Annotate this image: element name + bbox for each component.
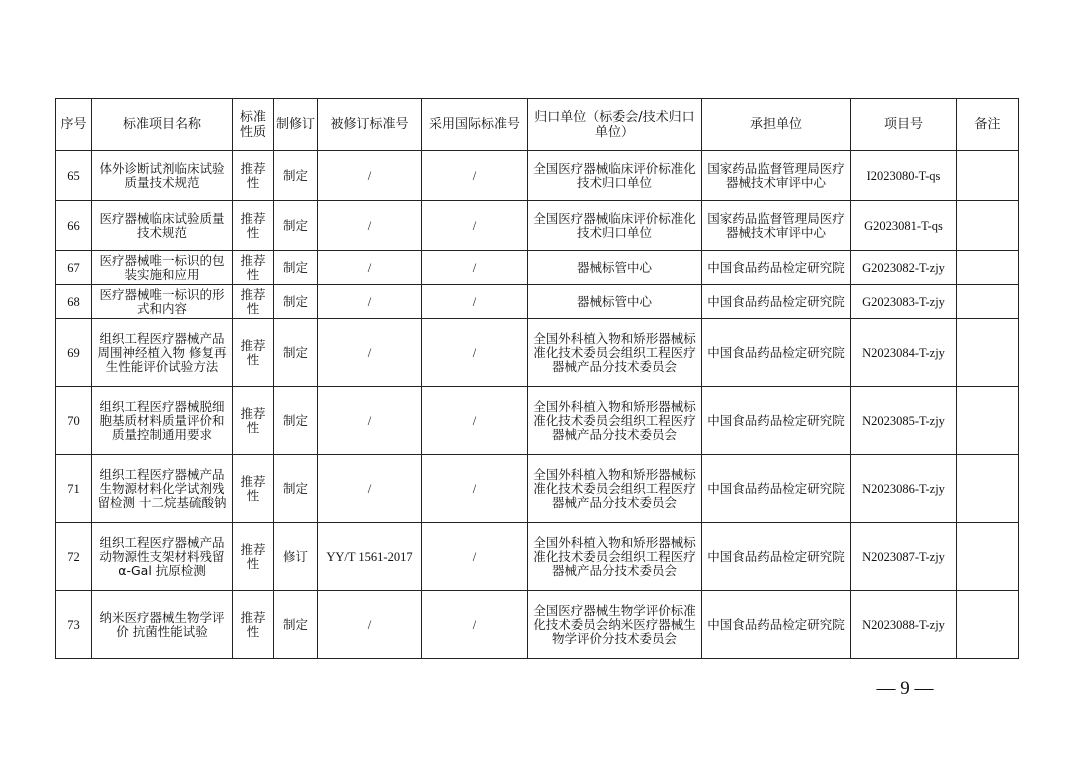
remarks-cell [957, 591, 1019, 659]
standard-name-cell: 组织工程医疗器械产品 动物源性支架材料残留 α-Gal 抗原检测 [92, 523, 233, 591]
table-row [56, 201, 1019, 251]
standard-nature-cell: 推荐性 [233, 591, 274, 659]
revision-type-cell: 制定 [274, 285, 318, 319]
standard-name-cell: 医疗器械唯一标识的形式和内容 [92, 285, 233, 319]
serial-number-cell: 66 [56, 201, 92, 251]
header-cell: 归口单位（标委会/技术归口单位） [528, 99, 702, 151]
standard-name-cell: 医疗器械唯一标识的包装实施和应用 [92, 251, 233, 285]
international-standard-cell: / [422, 455, 528, 523]
project-code-cell: I2023080-T-qs [851, 151, 957, 201]
serial-number-cell: 68 [56, 285, 92, 319]
table-row [56, 455, 1019, 523]
remarks-cell [957, 387, 1019, 455]
international-standard-cell: / [422, 523, 528, 591]
standard-name-cell: 纳米医疗器械生物学评价 抗菌性能试验 [92, 591, 233, 659]
standard-nature-cell: 推荐性 [233, 285, 274, 319]
project-code-cell: N2023086-T-zjy [851, 455, 957, 523]
table-row [56, 251, 1019, 285]
responsible-unit-cell: 全国医疗器械临床评价标准化技术归口单位 [528, 201, 702, 251]
standard-nature-cell: 推荐性 [233, 151, 274, 201]
revision-type-cell: 制定 [274, 455, 318, 523]
international-standard-cell: / [422, 387, 528, 455]
serial-number-cell: 73 [56, 591, 92, 659]
undertaking-unit-cell: 国家药品监督管理局医疗器械技术审评中心 [702, 151, 851, 201]
header-cell: 被修订标准号 [318, 99, 422, 151]
standard-nature-cell: 推荐性 [233, 523, 274, 591]
revised-standard-cell: / [318, 151, 422, 201]
responsible-unit-cell: 全国外科植入物和矫形器械标准化技术委员会组织工程医疗器械产品分技术委员会 [528, 523, 702, 591]
header-cell: 采用国际标准号 [422, 99, 528, 151]
revised-standard-cell: YY/T 1561-2017 [318, 523, 422, 591]
serial-number-cell: 69 [56, 319, 92, 387]
table-row [56, 319, 1019, 387]
serial-number-cell: 70 [56, 387, 92, 455]
standard-nature-cell: 推荐性 [233, 251, 274, 285]
standard-nature-cell: 推荐性 [233, 455, 274, 523]
header-cell: 标准性质 [233, 99, 274, 151]
table-row [56, 285, 1019, 319]
international-standard-cell: / [422, 251, 528, 285]
project-code-cell: N2023087-T-zjy [851, 523, 957, 591]
standard-nature-cell: 推荐性 [233, 319, 274, 387]
table-row [56, 387, 1019, 455]
revised-standard-cell: / [318, 591, 422, 659]
undertaking-unit-cell: 中国食品药品检定研究院 [702, 455, 851, 523]
project-code-cell: G2023081-T-qs [851, 201, 957, 251]
responsible-unit-cell: 全国医疗器械生物学评价标准化技术委员会纳米医疗器械生物学评价分技术委员会 [528, 591, 702, 659]
revision-type-cell: 制定 [274, 151, 318, 201]
header-cell: 制修订 [274, 99, 318, 151]
header-cell: 项目号 [851, 99, 957, 151]
revised-standard-cell: / [318, 455, 422, 523]
remarks-cell [957, 151, 1019, 201]
standard-name-cell: 组织工程医疗器械产品 周围神经植入物 修复再生性能评价试验方法 [92, 319, 233, 387]
header-cell: 标准项目名称 [92, 99, 233, 151]
revised-standard-cell: / [318, 251, 422, 285]
remarks-cell [957, 251, 1019, 285]
undertaking-unit-cell: 中国食品药品检定研究院 [702, 523, 851, 591]
international-standard-cell: / [422, 151, 528, 201]
international-standard-cell: / [422, 285, 528, 319]
project-code-cell: N2023085-T-zjy [851, 387, 957, 455]
responsible-unit-cell: 全国外科植入物和矫形器械标准化技术委员会组织工程医疗器械产品分技术委员会 [528, 387, 702, 455]
project-code-cell: N2023088-T-zjy [851, 591, 957, 659]
responsible-unit-cell: 全国医疗器械临床评价标准化技术归口单位 [528, 151, 702, 201]
revision-type-cell: 制定 [274, 387, 318, 455]
revision-type-cell: 修订 [274, 523, 318, 591]
standard-nature-cell: 推荐性 [233, 387, 274, 455]
revision-type-cell: 制定 [274, 251, 318, 285]
remarks-cell [957, 285, 1019, 319]
revised-standard-cell: / [318, 387, 422, 455]
serial-number-cell: 65 [56, 151, 92, 201]
responsible-unit-cell: 全国外科植入物和矫形器械标准化技术委员会组织工程医疗器械产品分技术委员会 [528, 455, 702, 523]
header-cell: 序号 [56, 99, 92, 151]
table-row [56, 523, 1019, 591]
standards-table [55, 98, 1019, 659]
undertaking-unit-cell: 中国食品药品检定研究院 [702, 591, 851, 659]
table-row [56, 151, 1019, 201]
responsible-unit-cell: 器械标管中心 [528, 251, 702, 285]
undertaking-unit-cell: 中国食品药品检定研究院 [702, 319, 851, 387]
serial-number-cell: 72 [56, 523, 92, 591]
header-cell: 承担单位 [702, 99, 851, 151]
undertaking-unit-cell: 中国食品药品检定研究院 [702, 387, 851, 455]
remarks-cell [957, 201, 1019, 251]
page-number: — 9 — [876, 678, 934, 699]
project-code-cell: G2023082-T-zjy [851, 251, 957, 285]
standard-name-cell: 体外诊断试剂临床试验质量技术规范 [92, 151, 233, 201]
revision-type-cell: 制定 [274, 201, 318, 251]
responsible-unit-cell: 器械标管中心 [528, 285, 702, 319]
remarks-cell [957, 319, 1019, 387]
project-code-cell: G2023083-T-zjy [851, 285, 957, 319]
revised-standard-cell: / [318, 201, 422, 251]
undertaking-unit-cell: 中国食品药品检定研究院 [702, 285, 851, 319]
header-cell: 备注 [957, 99, 1019, 151]
international-standard-cell: / [422, 591, 528, 659]
standard-nature-cell: 推荐性 [233, 201, 274, 251]
table-row [56, 591, 1019, 659]
revised-standard-cell: / [318, 319, 422, 387]
undertaking-unit-cell: 中国食品药品检定研究院 [702, 251, 851, 285]
responsible-unit-cell: 全国外科植入物和矫形器械标准化技术委员会组织工程医疗器械产品分技术委员会 [528, 319, 702, 387]
remarks-cell [957, 455, 1019, 523]
standard-name-cell: 组织工程医疗器械脱细胞基质材料质量评价和质量控制通用要求 [92, 387, 233, 455]
project-code-cell: N2023084-T-zjy [851, 319, 957, 387]
serial-number-cell: 67 [56, 251, 92, 285]
undertaking-unit-cell: 国家药品监督管理局医疗器械技术审评中心 [702, 201, 851, 251]
serial-number-cell: 71 [56, 455, 92, 523]
table-header-row [56, 99, 1019, 151]
revision-type-cell: 制定 [274, 319, 318, 387]
remarks-cell [957, 523, 1019, 591]
international-standard-cell: / [422, 319, 528, 387]
standard-name-cell: 医疗器械临床试验质量技术规范 [92, 201, 233, 251]
standard-name-cell: 组织工程医疗器械产品 生物源材料化学试剂残留检测 十二烷基硫酸钠 [92, 455, 233, 523]
revision-type-cell: 制定 [274, 591, 318, 659]
revised-standard-cell: / [318, 285, 422, 319]
international-standard-cell: / [422, 201, 528, 251]
